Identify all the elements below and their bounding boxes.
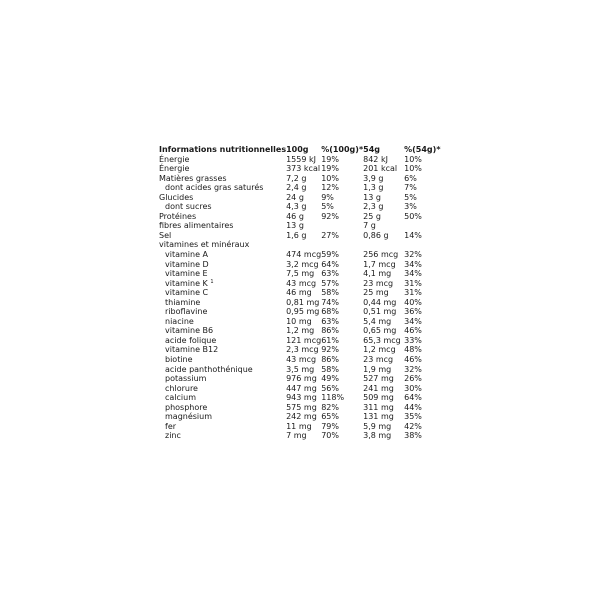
nutrient-label: niacine [165, 316, 194, 326]
value-per-54g: 2,3 g [363, 202, 384, 212]
percent-per-54g: 36% [404, 307, 422, 317]
table-row [159, 336, 444, 346]
percent-per-100g: 82% [321, 402, 339, 412]
value-per-54g: 527 mg [363, 374, 394, 384]
table-row [159, 403, 444, 413]
percent-per-54g: 26% [404, 374, 422, 384]
percent-per-100g: 57% [321, 278, 339, 288]
nutrient-name [159, 202, 286, 212]
nutrient-label: acide folique [165, 335, 217, 345]
percent-per-54g: 33% [404, 335, 422, 345]
value-per-54g: 5,9 mg [363, 421, 392, 431]
percent-per-54g: 34% [404, 269, 422, 279]
nutrient-name [159, 412, 286, 422]
value-per-54g: 13 g [363, 192, 381, 202]
value-per-100g: 24 g [286, 192, 304, 202]
value-per-54g: 65,3 mcg [363, 335, 401, 345]
percent-per-54g: 32% [404, 364, 422, 374]
table-row [159, 202, 444, 212]
nutrient-name [159, 345, 286, 355]
nutrient-name [159, 355, 286, 365]
percent-per-54g: 30% [404, 383, 422, 393]
percent-per-54g: 46% [404, 355, 422, 365]
percent-per-54g: 32% [404, 250, 422, 260]
table-row [159, 212, 444, 222]
nutrient-label: Sel [159, 230, 172, 240]
percent-per-54g: 48% [404, 345, 422, 355]
value-per-54g: 201 kcal [363, 164, 398, 174]
table-row [159, 355, 444, 365]
percent-per-100g [321, 240, 363, 250]
value-per-54g: 0,44 mg [363, 297, 397, 307]
nutrient-label: Protéines [159, 211, 197, 221]
nutrient-name [159, 260, 286, 270]
value-per-100g: 7 mg [286, 431, 307, 441]
percent-per-100g: 64% [321, 259, 339, 269]
nutrient-label: vitamine K [165, 278, 208, 288]
nutrient-name [159, 307, 286, 317]
value-per-100g: 0,95 mg [286, 307, 320, 317]
nutrient-name [159, 431, 286, 441]
nutrient-name [159, 174, 286, 184]
value-per-100g [286, 240, 321, 250]
header-per-100g: 100g [286, 145, 309, 154]
percent-per-100g [321, 221, 363, 231]
percent-per-54g: 38% [404, 431, 422, 441]
value-per-100g: 1,2 mg [286, 326, 315, 336]
value-per-100g: 3,5 mg [286, 364, 315, 374]
header-percent-54g: %(54g)* [404, 145, 441, 154]
nutrient-name [159, 422, 286, 432]
value-per-100g: 7,2 g [286, 173, 307, 183]
nutrient-name [159, 193, 286, 203]
nutrient-name [159, 365, 286, 375]
table-body [159, 155, 444, 441]
value-per-54g: 25 mg [363, 288, 389, 298]
nutrient-name [159, 403, 286, 413]
percent-per-54g: 35% [404, 412, 422, 422]
nutrient-name [159, 250, 286, 260]
percent-per-100g: 92% [321, 211, 339, 221]
percent-per-54g: 40% [404, 297, 422, 307]
percent-per-54g: 6% [404, 173, 417, 183]
value-per-54g: 131 mg [363, 412, 394, 422]
percent-per-54g: 14% [404, 230, 422, 240]
percent-per-100g: 86% [321, 355, 339, 365]
nutrient-name [159, 298, 286, 308]
percent-per-100g: 86% [321, 326, 339, 336]
value-per-100g: 242 mg [286, 412, 317, 422]
table-row [159, 345, 444, 355]
table-row [159, 317, 444, 327]
value-per-100g: 11 mg [286, 421, 312, 431]
value-per-54g: 5,4 mg [363, 316, 392, 326]
value-per-100g: 447 mg [286, 383, 317, 393]
table-row [159, 393, 444, 403]
nutrient-label: magnésium [165, 412, 213, 422]
percent-per-100g: 63% [321, 316, 339, 326]
value-per-100g: 10 mg [286, 316, 312, 326]
percent-per-100g: 12% [321, 183, 339, 193]
value-per-54g: 256 mcg [363, 250, 399, 260]
nutrient-name [159, 221, 286, 231]
nutrient-label: thiamine [165, 297, 201, 307]
nutrient-label: Énergie [159, 154, 190, 164]
table-row [159, 279, 444, 289]
nutrient-name [159, 393, 286, 403]
table-row [159, 174, 444, 184]
value-per-100g: 3,2 mcg [286, 259, 319, 269]
value-per-100g: 1559 kJ [286, 154, 316, 164]
value-per-54g: 4,1 mg [363, 269, 392, 279]
percent-per-100g: 65% [321, 412, 339, 422]
table-row [159, 307, 444, 317]
table-row [159, 288, 444, 298]
nutrient-name [159, 279, 286, 289]
value-per-100g: 2,4 g [286, 183, 307, 193]
percent-per-54g: 7% [404, 183, 417, 193]
value-per-100g: 121 mcg [286, 335, 322, 345]
percent-per-54g [404, 221, 444, 231]
value-per-100g: 43 mcg [286, 355, 317, 365]
table-row [159, 155, 444, 165]
value-per-100g: 0,81 mg [286, 297, 320, 307]
table-row [159, 374, 444, 384]
value-per-54g: 1,7 mcg [363, 259, 396, 269]
table-row [159, 250, 444, 260]
percent-per-54g: 64% [404, 393, 422, 403]
percent-per-100g: 19% [321, 154, 339, 164]
nutrient-name [159, 326, 286, 336]
percent-per-100g: 58% [321, 364, 339, 374]
percent-per-100g: 59% [321, 250, 339, 260]
value-per-100g: 976 mg [286, 374, 317, 384]
value-per-54g: 7 g [363, 221, 376, 231]
value-per-100g: 46 mg [286, 288, 312, 298]
value-per-100g: 943 mg [286, 393, 317, 403]
value-per-100g: 43 mcg [286, 278, 317, 288]
value-per-100g: 4,3 g [286, 202, 307, 212]
nutrient-name [159, 374, 286, 384]
percent-per-100g: 70% [321, 431, 339, 441]
percent-per-54g: 34% [404, 316, 422, 326]
nutrient-name [159, 269, 286, 279]
header-per-54g: 54g [363, 145, 380, 154]
percent-per-100g: 79% [321, 421, 339, 431]
nutrient-label: potassium [165, 374, 207, 384]
value-per-100g: 2,3 mcg [286, 345, 319, 355]
nutrient-label: vitamine D [165, 259, 209, 269]
percent-per-54g: 31% [404, 278, 422, 288]
percent-per-54g: 5% [404, 192, 417, 202]
table-row [159, 412, 444, 422]
nutrition-table [159, 145, 444, 441]
value-per-100g: 1,6 g [286, 230, 307, 240]
table-row [159, 431, 444, 441]
value-per-100g: 474 mcg [286, 250, 322, 260]
nutrient-label: acide panthothénique [165, 364, 253, 374]
percent-per-100g: 68% [321, 307, 339, 317]
nutrient-label: vitamine C [165, 288, 209, 298]
footnote-marker: 1 [210, 278, 214, 285]
percent-per-100g: 19% [321, 164, 339, 174]
value-per-54g: 3,9 g [363, 173, 384, 183]
percent-per-54g: 42% [404, 421, 422, 431]
percent-per-54g: 10% [404, 164, 422, 174]
nutrient-label: fibres alimentaires [159, 221, 234, 231]
nutrient-name [159, 288, 286, 298]
percent-per-100g: 10% [321, 173, 339, 183]
table-row [159, 164, 444, 174]
table-row [159, 193, 444, 203]
nutrient-name [159, 384, 286, 394]
percent-per-100g: 49% [321, 374, 339, 384]
nutrient-label: chlorure [165, 383, 198, 393]
percent-per-54g: 3% [404, 202, 417, 212]
nutrient-label: dont acides gras saturés [165, 183, 264, 193]
nutrient-label: calcium [165, 393, 197, 403]
value-per-54g: 0,65 mg [363, 326, 397, 336]
nutrient-label: vitamine E [165, 269, 208, 279]
table-row [159, 269, 444, 279]
value-per-54g: 509 mg [363, 393, 394, 403]
value-per-54g: 241 mg [363, 383, 394, 393]
percent-per-54g: 31% [404, 288, 422, 298]
nutrient-name [159, 240, 286, 250]
nutrient-name [159, 164, 286, 174]
header-percent-100g: %(100g)* [321, 145, 364, 154]
value-per-54g: 3,8 mg [363, 431, 392, 441]
nutrient-name [159, 317, 286, 327]
percent-per-54g: 46% [404, 326, 422, 336]
nutrient-label: Matières grasses [159, 173, 227, 183]
value-per-54g: 1,9 mg [363, 364, 392, 374]
nutrient-name [159, 212, 286, 222]
percent-per-54g [404, 240, 444, 250]
value-per-54g: 23 mcg [363, 355, 394, 365]
nutrient-label: vitamine B12 [165, 345, 219, 355]
nutrient-label: riboflavine [165, 307, 208, 317]
nutrient-label: dont sucres [165, 202, 212, 212]
table-row [159, 240, 444, 250]
nutrient-name [159, 183, 286, 193]
nutrient-label: phosphore [165, 402, 208, 412]
nutrient-label: vitamines et minéraux [159, 240, 250, 250]
nutrient-label: biotine [165, 355, 193, 365]
percent-per-100g: 63% [321, 269, 339, 279]
table-row [159, 384, 444, 394]
nutrient-label: fer [165, 421, 177, 431]
table-row [159, 365, 444, 375]
nutrient-label: vitamine A [165, 250, 209, 260]
percent-per-54g: 34% [404, 259, 422, 269]
percent-per-54g: 10% [404, 154, 422, 164]
nutrient-label: zinc [165, 431, 181, 441]
nutrient-name [159, 336, 286, 346]
value-per-54g: 842 kJ [363, 154, 388, 164]
percent-per-100g: 74% [321, 297, 339, 307]
value-per-54g: 311 mg [363, 402, 394, 412]
header-nutrient: Informations nutritionnelles [159, 145, 287, 154]
percent-per-100g: 58% [321, 288, 339, 298]
value-per-100g: 13 g [286, 221, 304, 231]
percent-per-100g: 56% [321, 383, 339, 393]
percent-per-54g: 50% [404, 211, 422, 221]
value-per-54g: 0,86 g [363, 230, 389, 240]
percent-per-100g: 118% [321, 393, 345, 403]
value-per-100g: 575 mg [286, 402, 317, 412]
table-row [159, 183, 444, 193]
table-row [159, 326, 444, 336]
table-row [159, 221, 444, 231]
percent-per-100g: 9% [321, 192, 334, 202]
value-per-54g: 23 mcg [363, 278, 394, 288]
nutrient-label: vitamine B6 [165, 326, 214, 336]
table-row [159, 422, 444, 432]
value-per-54g: 25 g [363, 211, 381, 221]
nutrient-label: Énergie [159, 164, 190, 174]
percent-per-100g: 92% [321, 345, 339, 355]
value-per-100g: 373 kcal [286, 164, 321, 174]
percent-per-54g: 44% [404, 402, 422, 412]
value-per-100g: 46 g [286, 211, 304, 221]
value-per-54g: 0,51 mg [363, 307, 397, 317]
value-per-54g [363, 240, 404, 250]
percent-per-100g: 61% [321, 335, 339, 345]
table-row [159, 298, 444, 308]
table-row [159, 260, 444, 270]
nutrient-label: Glucides [159, 192, 194, 202]
value-per-54g: 1,2 mcg [363, 345, 396, 355]
percent-per-100g: 27% [321, 230, 339, 240]
value-per-100g: 7,5 mg [286, 269, 315, 279]
table-header-row [159, 145, 444, 155]
nutrient-name [159, 155, 286, 165]
percent-per-100g: 5% [321, 202, 334, 212]
value-per-54g: 1,3 g [363, 183, 384, 193]
